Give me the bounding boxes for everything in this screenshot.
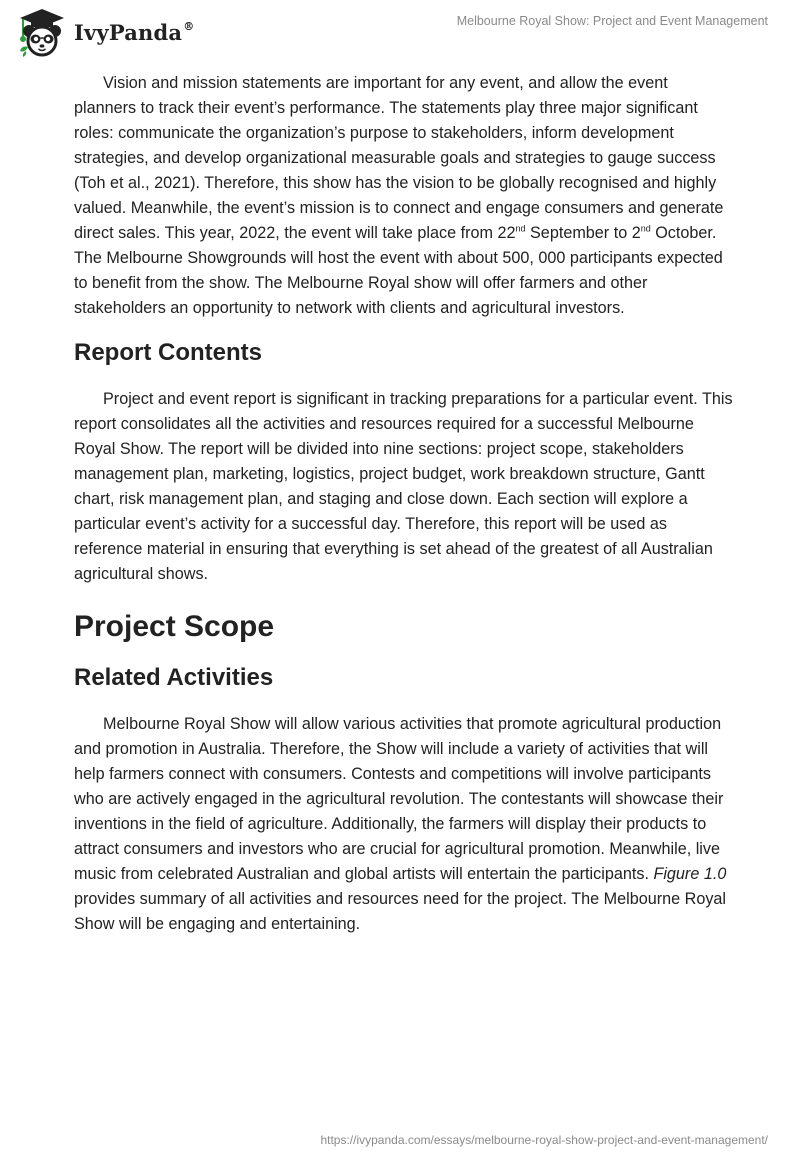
panda-graduate-icon xyxy=(14,7,70,57)
heading-project-scope: Project Scope xyxy=(74,610,275,643)
page-header xyxy=(0,0,800,62)
document-title: Melbourne Royal Show: Project and Event Management xyxy=(456,14,768,28)
source-url[interactable]: https://ivypanda.com/essays/melbourne-royal-show-project-and-event-management/ xyxy=(320,1133,768,1147)
heading-report-contents: Report Contents xyxy=(74,339,262,366)
essay-content xyxy=(74,70,734,937)
brand-name: IvyPanda® xyxy=(74,19,195,45)
report-contents-paragraph: Project and event report is significant in tracking preparations for a particular event. This report consolidates all the activities and resources required for a successful Melbourne Royal Show. The report will be divided into nine sections: project scope, stakeholders management plan, marketing, logistics, project budget, work breakdown structure, Gantt chart, risk management plan, and staging and close down. Each section will explore a particular event’s activity for a successful day. Therefore, this report will be used as reference material in ensuring that everything is set ahead of the greatest of all Australian agricultural shows. xyxy=(74,390,733,583)
ivypanda-logo[interactable] xyxy=(14,7,194,57)
heading-related-activities: Related Activities xyxy=(74,664,274,691)
intro-paragraph: Vision and mission statements are important for any event, and allow the event planners to track their event’s performance. The statements play three major significant roles: communicate the organization’s purpose to stakeholders, inform development strategies, and develop organizational measurable goals and strategies to gauge success (Toh et al., 2021). Therefore, this show has the vision to be globally recognised and highly valued. Meanwhile, the event’s mission is to connect and engage consumers and generate direct sales. This year, 2022, the event will take place from 22nd September to 2nd October. The Melbourne Showgrounds will host the event with about 500, 000 participants expected to benefit from the show. The Melbourne Royal show will offer farmers and other stakeholders an opportunity to network with clients and agricultural investors. xyxy=(74,74,724,317)
figure-reference: Figure 1.0 xyxy=(653,865,727,883)
related-activities-paragraph: Melbourne Royal Show will allow various activities that promote agricultural production and promotion in Australia. Therefore, the Show will include a variety of activities that will help farmers connect with consumers. Contests and competitions will involve participants who are actively engaged in the agricultural revolution. The contestants will showcase their inventions in the field of agriculture. Additionally, the farmers will display their products to attract consumers and investors who are crucial for agricultural promotion. Meanwhile, live music from celebrated Australian and global artists will entertain the participants. Figure 1.0 provides summary of all activities and resources need for the project. The Melbourne Royal Show will be engaging and entertaining. xyxy=(74,715,727,933)
